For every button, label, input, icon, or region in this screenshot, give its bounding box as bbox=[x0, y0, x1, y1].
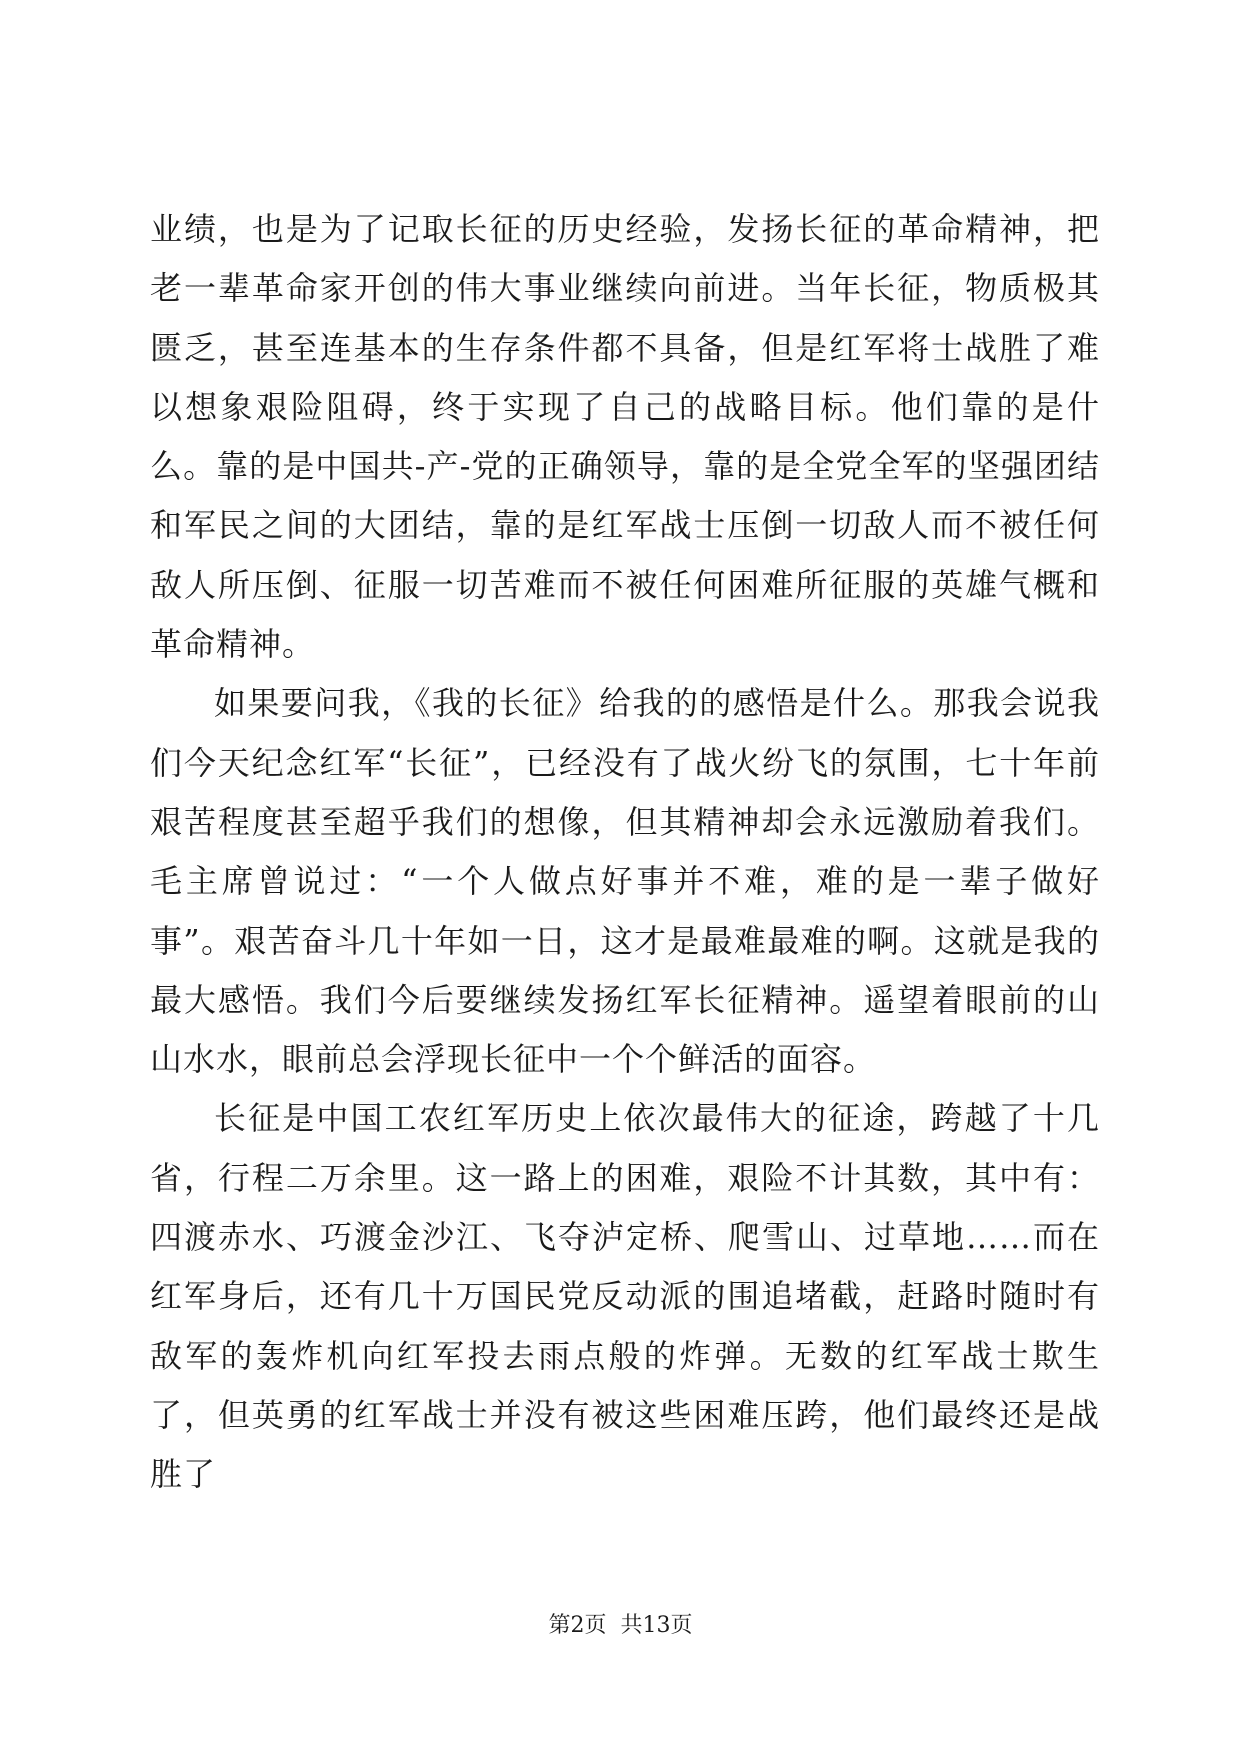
paragraph-2: 如果要问我，《我的长征》给我的的感悟是什么。那我会说我们今天纪念红军“长征”，已经没有了战火纷飞的氛围，七十年前艰苦程度甚至超乎我们的想像，但其精神却会永远激励着我们。毛主席曾说过：“一个人做点好事并不难，难的是一辈子做好事”。艰苦奋斗几十年如一日，这才是最难最难的啊。这就是我的最大感悟。我们今后要继续发扬红军长征精神。遥望着眼前的山山水水，眼前总会浮现长征中一个个鲜活的面容。 bbox=[150, 684, 1100, 1079]
document-body bbox=[150, 200, 1100, 1505]
paragraph-3: 长征是中国工农红军历史上依次最伟大的征途，跨越了十几省，行程二万余里。这一路上的困难，艰险不计其数，其中有：四渡赤水、巧渡金沙江、飞夺泸定桥、爬雪山、过草地……而在红军身后，还有几十万国民党反动派的围追堵截，赶路时随时有敌军的轰炸机向红军投去雨点般的炸弹。无数的红军战士欺生了，但英勇的红军战士并没有被这些困难压跨，他们最终还是战胜了 bbox=[150, 1099, 1100, 1494]
page-number: 第2页 bbox=[548, 1613, 607, 1638]
paragraph-1: 业绩，也是为了记取长征的历史经验，发扬长征的革命精神，把老一辈革命家开创的伟大事业继续向前进。当年长征，物质极其匮乏，甚至连基本的生存条件都不具备，但是红军将士战胜了难以想象艰险阻碍，终于实现了自己的战略目标。他们靠的是什么。靠的是中国共-产-党的正确领导，靠的是全党全军的坚强团结和军民之间的大团结，靠的是红军战士压倒一切敌人而不被任何敌人所压倒、征服一切苦难而不被任何困难所征服的英雄气概和革命精神。 bbox=[150, 210, 1100, 664]
page-footer bbox=[0, 1608, 1241, 1639]
page-total: 共13页 bbox=[620, 1613, 693, 1638]
